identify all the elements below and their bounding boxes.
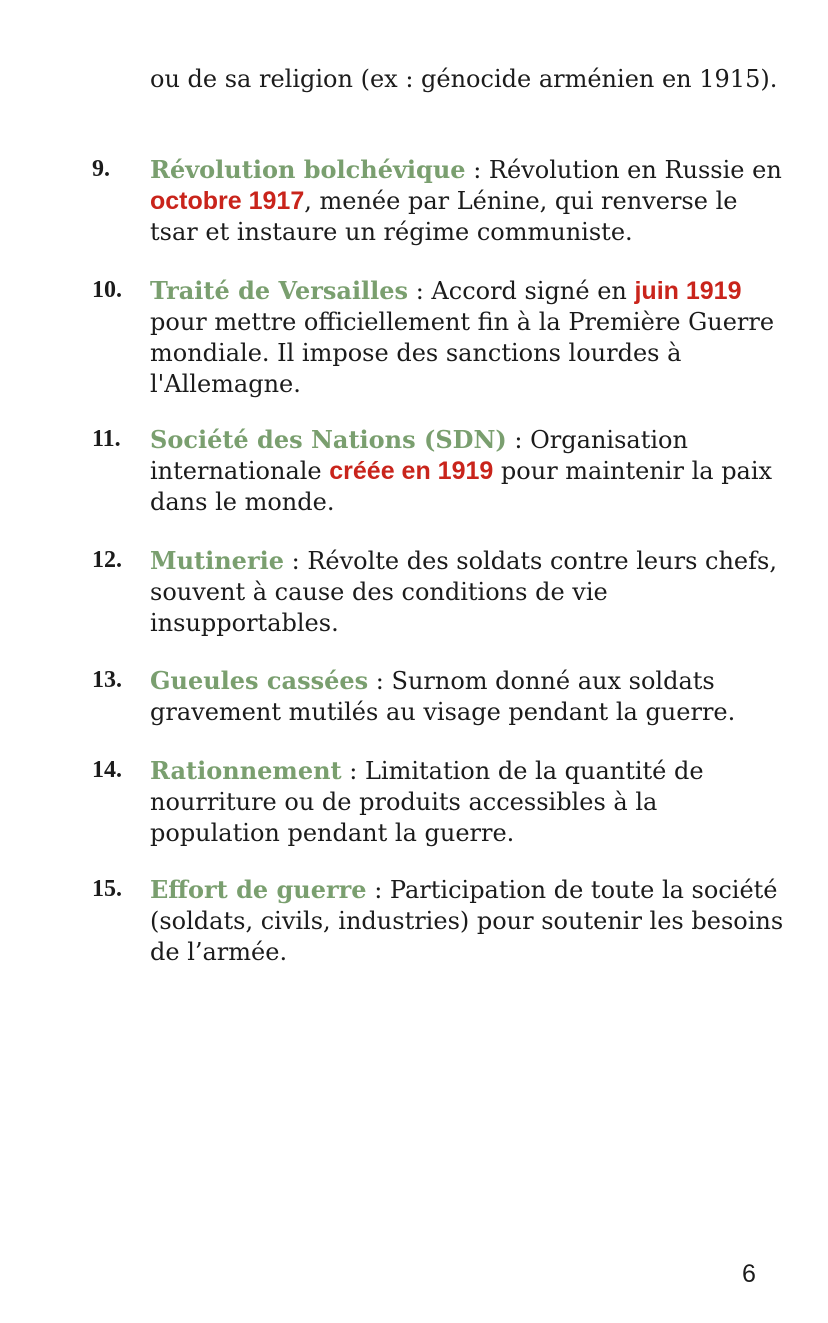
entry-text: pour mettre officiellement fin à la Première Guerre mondiale. Il impose des sanctions lourdes à l'Allemagne. — [150, 308, 775, 398]
entry-definition — [150, 874, 790, 968]
entry-text: pour maintenir la paix dans le monde. — [150, 457, 773, 516]
entry-number: 13. — [92, 667, 122, 693]
entry-term: Traité de Versailles — [150, 276, 409, 305]
entry-number: 10. — [92, 277, 122, 303]
entry-number: 15. — [92, 876, 122, 902]
entry-number: 14. — [92, 757, 122, 783]
entry-number: 9. — [92, 156, 110, 182]
entry-term: Société des Nations (SDN) — [150, 425, 507, 454]
entry-term: Effort de guerre — [150, 875, 367, 904]
entry-text: : Révolte des soldats contre leurs chefs, souvent à cause des conditions de vie insupportables. — [150, 547, 777, 637]
entry-number: 11. — [92, 426, 121, 452]
continuation-text: ou de sa religion (ex : génocide arménien en 1915). — [150, 65, 778, 93]
entry-text: , menée par Lénine, qui renverse le tsar et instaure un régime communiste. — [150, 187, 738, 246]
entry-term: Mutinerie — [150, 546, 284, 575]
entry-text: : Révolution en Russie en — [465, 156, 782, 184]
entry-term: Gueules cassées — [150, 666, 369, 695]
entry-text: : Accord signé en — [408, 277, 635, 305]
entry-definition — [150, 545, 790, 639]
entry-term: Révolution bolchévique — [150, 155, 466, 184]
entry-definition — [150, 665, 790, 728]
entry-definition — [150, 755, 790, 849]
entry-text: : Organisation internationale — [150, 426, 688, 485]
entry-date-highlight: créée en 1919 — [329, 457, 494, 485]
entry-number: 12. — [92, 547, 122, 573]
page-number: 6 — [742, 1260, 756, 1288]
entry-text: : Limitation de la quantité de nourriture ou de produits accessibles à la population pendant la guerre. — [150, 757, 704, 847]
entry-term: Rationnement — [150, 756, 342, 785]
entry-definition — [150, 275, 790, 400]
entry-text: : Participation de toute la société (soldats, civils, industries) pour soutenir les besoins de l’armée. — [150, 876, 784, 966]
entry-date-highlight: juin 1919 — [634, 277, 742, 305]
entry-text: : Surnom donné aux soldats gravement mutilés au visage pendant la guerre. — [150, 667, 736, 726]
entry-definition — [150, 154, 790, 248]
entry-definition — [150, 424, 790, 518]
entry-date-highlight: octobre 1917 — [150, 187, 305, 215]
